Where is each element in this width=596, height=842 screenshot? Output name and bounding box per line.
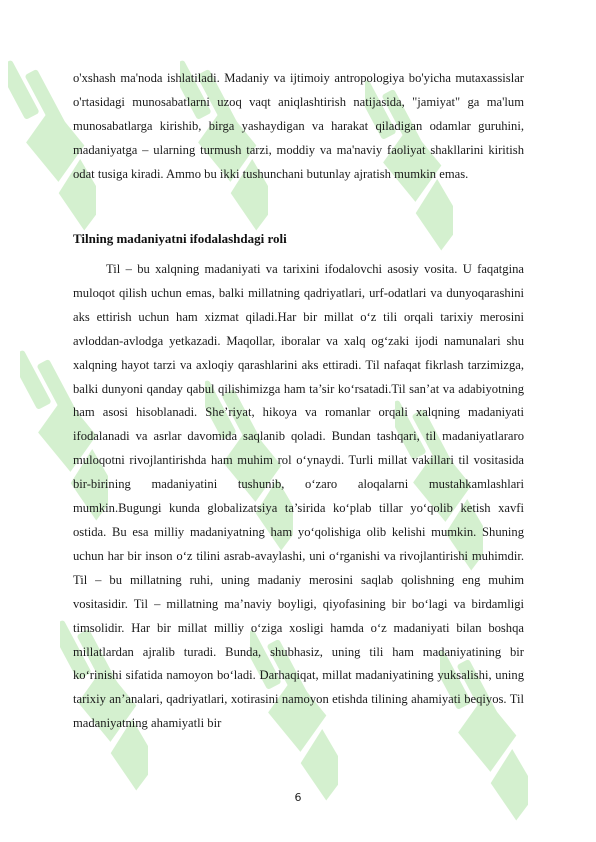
section-heading: Tilning madaniyatni ifodalashdagi roli (73, 231, 287, 246)
page-number: 6 (294, 791, 302, 804)
body-paragraph: o'xshash ma'noda ishlatiladi. Madaniy va ijtimoiy antropologiya bo'yicha mutaxassislar o'rtasidagi munosabatlarni uzoq vaqt aniqlashtirish natijasida, "jamiyat" ga ma'lum munosabatlarga kirishib, birga yashaydigan va harakat qiladigan odamlar guruhini, madaniyatga – ularning turmush tarzi, moddiy va ma'naviy faoliyat shakllarini kiritish odat tusiga kiradi. Ammo bu ikki tushunchani butunlay ajratish mumkin emas. (73, 71, 524, 181)
body-paragraph: Til – bu xalqning madaniyati va tarixini ifodalovchi asosiy vosita. U faqatgina muloqot qilish uchun emas, balki millatning qadriyatlari, urf-odatlari va dunyoqarashini aks ettirish uchun ham xizmat qiladi.Har bir millat o‘z tili orqali tarixiy merosini avloddan-avlodga yetkazadi. Maqollar, iboralar va xalq og‘zaki ijodi namunalari shu xalqning hayot tarzi va axloqiy qarashlarini aks ettiradi. Til nafaqat fikrlash tarzimizga, balki dunyoni qanday qabul qilishimizga ham ta’sir ko‘rsatadi.Til san’at va adabiyotning ham asosi hisoblanadi. She’riyat, hikoya va romanlar orqali xalqning madaniyati ifodalanadi va asrlar davomida saqlanib qoladi. Bundan tashqari, til madaniyatlararo muloqotni rivojlantirishda ham muhim rol o‘ynaydi. Turli millat vakillari til vositasida bir-birining madaniyatini tushunib, o‘zaro aloqalarni mustahkamlashlari mumkin.Bugungi kunda globalizatsiya ta’sirida ko‘plab tillar yo‘qolib ketish xavfi ostida. Bu esa milliy madaniyatning ham yo‘qolishiga olib kelishi mumkin. Shuning uchun har bir inson o‘z tilini asrab-avaylashi, uni o‘rganishi va rivojlantirishi muhimdir. Til – bu millatning ruhi, uning madaniy merosini saqlab qolishning eng muhim vositasidir. Til – millatning ma’naviy boyligi, qiyofasining bir bo‘lagi va birdamligi timsolidir. Har bir millat milliy o‘ziga xosligi hamda o‘z madaniyati bilan boshqa millatlardan ajralib turadi. Bunda, shubhasiz, uning tili ham madaniyatining bir ko‘rinishi sifatida namoyon bo‘ladi. Darhaqiqat, millat madaniyatining yuksalishi, uning tarixiy an’analari, qadriyatlari, xotirasini namoyon etishda tilining ahamiyati beqiyos. Til madaniyatning ahamiyatli bir (73, 262, 524, 731)
